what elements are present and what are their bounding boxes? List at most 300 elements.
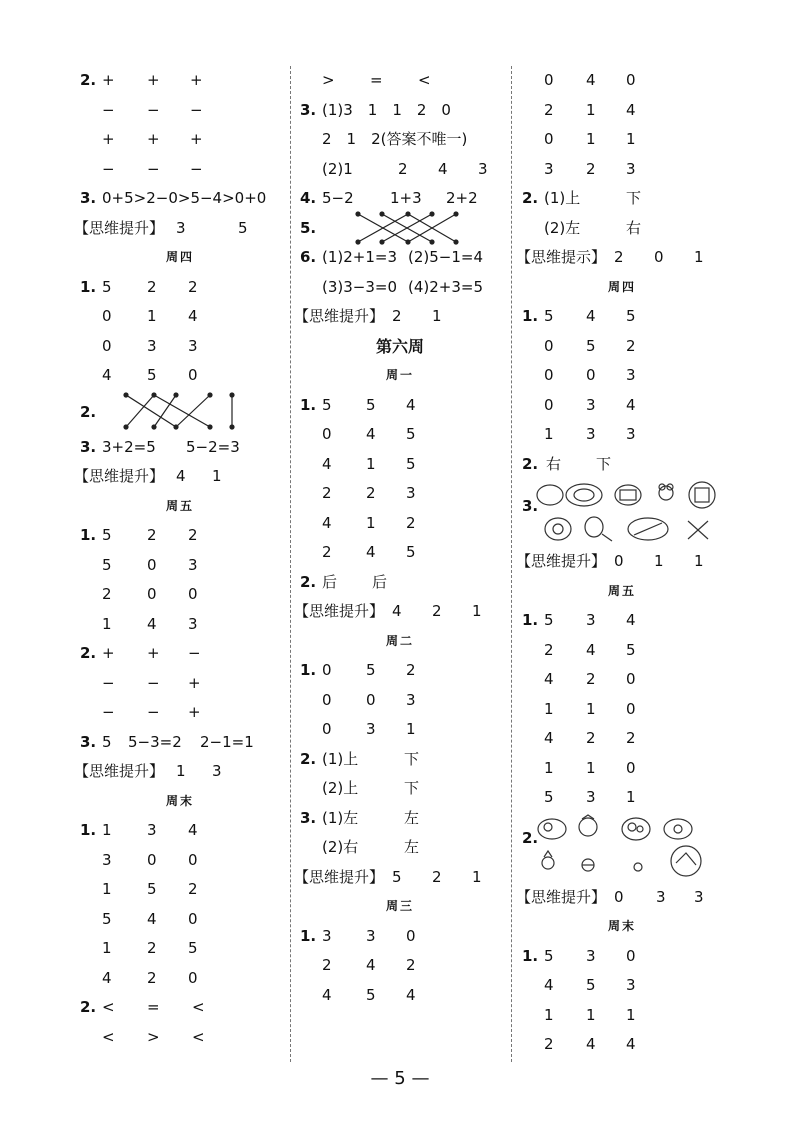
answer-value: 1 xyxy=(102,880,112,898)
answer-value: 3 xyxy=(694,887,704,906)
question-number: 2. xyxy=(300,572,317,591)
answer-value: 0 xyxy=(188,585,198,603)
answer-value: + xyxy=(102,644,115,662)
answer-value: 4 xyxy=(544,729,554,747)
answer-line xyxy=(522,971,722,1001)
answer-value: 0 xyxy=(147,585,157,603)
answer-value: 4 xyxy=(586,71,596,89)
day-heading: 周二 xyxy=(385,633,414,648)
answer-value: 下 xyxy=(404,779,420,797)
answer-value: 5 xyxy=(544,788,554,806)
answer-line xyxy=(80,184,280,214)
answer-line xyxy=(300,981,500,1011)
question-number: 2. xyxy=(300,749,317,768)
day-heading: 周五 xyxy=(607,583,636,598)
answer-line xyxy=(80,66,280,96)
answer-value: 后 xyxy=(372,572,388,591)
answer-value: 2 xyxy=(366,484,376,502)
answer-line xyxy=(516,883,722,913)
answer-value: 0 xyxy=(544,130,554,148)
answer-value: 0 xyxy=(322,425,332,443)
answer-value: 5 xyxy=(406,543,416,561)
answer-value: 5 xyxy=(544,946,554,965)
answer-value: 4 xyxy=(586,640,596,659)
answer-value: 0 xyxy=(654,248,664,266)
question-number: 4. xyxy=(300,189,317,207)
answer-value: 2 xyxy=(626,729,636,747)
answer-line xyxy=(522,724,722,754)
answer-value: 2 xyxy=(406,956,416,974)
answer-value: 3 xyxy=(188,336,198,355)
answer-value: − xyxy=(147,703,160,721)
answer-line xyxy=(80,580,280,610)
answer-value: 下 xyxy=(626,189,642,207)
answer-line xyxy=(80,875,280,905)
answer-value: (2)左 xyxy=(544,218,581,237)
answer-line xyxy=(522,420,722,450)
answer-line xyxy=(300,509,500,539)
answer-value: 4 xyxy=(406,395,416,414)
answer-line xyxy=(300,538,500,568)
answer-line xyxy=(522,361,722,391)
answer-line xyxy=(294,863,500,893)
answer-value: < xyxy=(192,998,205,1016)
answer-line xyxy=(522,606,722,636)
answer-value: 1 xyxy=(586,130,596,148)
question-number: 2. xyxy=(522,454,539,473)
answer-value: (1)2+1=3 xyxy=(322,248,398,266)
answer-value: 下 xyxy=(404,749,420,768)
answer-value: 4 xyxy=(626,611,636,629)
answer-value: − xyxy=(102,159,115,178)
answer-value: 1 xyxy=(472,602,482,620)
answer-column-1 xyxy=(74,66,280,1052)
answer-value: 4 xyxy=(366,956,376,974)
answer-value: 1 xyxy=(544,1005,554,1024)
question-number: 3. xyxy=(80,189,97,207)
answer-value: 3 xyxy=(626,976,636,994)
answer-value: 3+2=5 xyxy=(102,437,156,456)
answer-line xyxy=(80,905,280,935)
answer-line xyxy=(80,302,280,332)
answer-value: 1 xyxy=(626,130,636,148)
answer-value: 1 xyxy=(102,821,112,839)
answer-line xyxy=(522,96,722,126)
answer-value: 5−2=3 xyxy=(186,437,240,456)
answer-value: 4 xyxy=(188,307,198,325)
question-number: 1. xyxy=(80,821,97,839)
answer-value: 2+2 xyxy=(446,189,478,207)
answer-value: (2)上 xyxy=(322,779,359,797)
answer-value: 4 xyxy=(626,395,636,414)
answer-line xyxy=(300,656,500,686)
answer-value: (4)2+3=5 xyxy=(408,277,484,296)
question-number: 3. xyxy=(80,732,97,751)
answer-value: 1 xyxy=(626,1005,636,1024)
answer-value: 0 xyxy=(626,699,636,718)
answer-line xyxy=(522,450,722,480)
answer-value: 5 xyxy=(238,218,248,237)
answer-value: 2 xyxy=(188,526,198,544)
answer-value: 3 xyxy=(626,366,636,384)
answer-line xyxy=(80,669,280,699)
answer-value: 3 xyxy=(406,484,416,502)
thinking-tip xyxy=(74,214,164,244)
answer-line xyxy=(522,184,722,214)
answer-line xyxy=(522,754,722,784)
answer-line xyxy=(300,804,500,834)
answer-line xyxy=(294,302,500,332)
answer-line xyxy=(522,813,722,883)
thinking-tip xyxy=(516,883,606,913)
answer-value: 4 xyxy=(102,968,112,987)
answer-value: 1 xyxy=(694,248,704,266)
answer-line xyxy=(522,1001,722,1031)
answer-value: + xyxy=(190,71,203,89)
answer-value: 1+3 xyxy=(390,189,422,207)
answer-value: − xyxy=(102,100,115,119)
question-number: 3. xyxy=(300,100,317,119)
thinking-label: 【思维提示】 xyxy=(516,248,607,266)
thinking-tip xyxy=(74,462,164,492)
question-number: 5. xyxy=(300,218,317,237)
answer-line xyxy=(80,728,280,758)
answer-line xyxy=(300,420,500,450)
answer-value: 2−1=1 xyxy=(200,732,254,751)
answer-value: (3)3−3=0 xyxy=(322,277,398,296)
answer-line xyxy=(80,639,280,669)
question-number: 2. xyxy=(80,71,97,89)
answer-line xyxy=(300,125,500,155)
answer-value: 3 xyxy=(626,159,636,178)
answer-value: 1 xyxy=(102,614,112,633)
answer-value: 4 xyxy=(586,1035,596,1053)
answer-value: 2 xyxy=(406,513,416,532)
answer-value: 左 xyxy=(404,838,420,856)
answer-line xyxy=(516,243,722,273)
question-number: 2. xyxy=(80,402,97,421)
thinking-label: 【思维提升】 xyxy=(74,762,165,780)
answer-line xyxy=(80,610,280,640)
answer-value: 2 xyxy=(586,159,596,178)
answer-line xyxy=(80,551,280,581)
answer-value: 5 xyxy=(102,555,112,574)
answer-value: 4 xyxy=(147,614,157,633)
answer-value: 3 xyxy=(322,926,332,945)
answer-line xyxy=(80,332,280,362)
question-number: 1. xyxy=(80,526,97,544)
answer-value: 5 xyxy=(147,880,157,898)
answer-value: 4 xyxy=(626,1035,636,1053)
answer-value: 4 xyxy=(147,909,157,928)
answer-line xyxy=(300,833,500,863)
answer-value: 0 xyxy=(188,850,198,869)
thinking-tip xyxy=(74,757,164,787)
answer-value: 0 xyxy=(102,336,112,355)
answer-line xyxy=(80,816,280,846)
answer-value: 5 xyxy=(102,732,112,751)
answer-value: 0 xyxy=(626,71,636,89)
answer-value: 5 xyxy=(544,611,554,629)
answer-value: = xyxy=(370,71,383,89)
answer-line xyxy=(300,774,500,804)
answer-line xyxy=(522,155,722,185)
answer-value: 3 xyxy=(176,218,186,237)
answer-line xyxy=(300,568,500,598)
answer-value: 2 1 2(答案不唯一) xyxy=(322,130,468,148)
answer-value: 右 xyxy=(626,218,642,237)
answer-value: < xyxy=(192,1027,205,1046)
answer-line xyxy=(80,391,280,433)
answer-value: 3 xyxy=(586,788,596,806)
question-number: 1. xyxy=(300,926,317,945)
answer-value: 0 xyxy=(626,946,636,965)
answer-line xyxy=(80,1023,280,1053)
answer-value: 3 xyxy=(544,159,554,178)
answer-value: 0 xyxy=(102,307,112,325)
answer-value: 4 xyxy=(366,425,376,443)
answer-value: 5−2 xyxy=(322,189,354,207)
answer-line xyxy=(522,302,722,332)
answer-line xyxy=(300,686,500,716)
answer-line xyxy=(80,155,280,185)
answer-value: 5 xyxy=(102,909,112,928)
answer-value: 2 xyxy=(147,968,157,987)
thinking-tip xyxy=(294,597,384,627)
answer-value: 2 xyxy=(432,867,442,886)
answer-value: 4 xyxy=(322,513,332,532)
answer-value: 1 xyxy=(472,867,482,886)
answer-value: − xyxy=(147,100,160,119)
answer-value: 0 xyxy=(322,661,332,679)
answer-line xyxy=(300,66,500,96)
thinking-label: 【思维提升】 xyxy=(294,307,385,325)
answer-value: + xyxy=(190,130,203,148)
answer-value: 4 xyxy=(586,307,596,325)
question-number: 3. xyxy=(80,437,97,456)
answer-value: 1 xyxy=(544,699,554,718)
answer-column-3 xyxy=(516,66,722,1060)
answer-line xyxy=(74,214,280,244)
answer-line xyxy=(80,96,280,126)
answer-line xyxy=(80,273,280,303)
answer-line xyxy=(300,96,500,126)
answer-line xyxy=(522,783,722,813)
answer-value: (1)上 xyxy=(322,749,359,768)
answer-value: 0 xyxy=(188,968,198,987)
thinking-label: 【思维提升】 xyxy=(294,867,385,886)
answer-value: 1 xyxy=(544,425,554,443)
answer-value: 4 xyxy=(322,454,332,473)
answer-value: 4 xyxy=(322,985,332,1004)
answer-value: + xyxy=(147,130,160,148)
answer-value: 左 xyxy=(404,808,420,827)
answer-value: 3 xyxy=(147,821,157,839)
answer-line xyxy=(300,715,500,745)
answer-line xyxy=(300,391,500,421)
answer-line xyxy=(80,993,280,1023)
answer-value: < xyxy=(102,998,115,1016)
answer-value: 0 xyxy=(614,887,624,906)
answer-value: 3 xyxy=(478,159,488,178)
answer-value: 0 xyxy=(586,366,596,384)
answer-line xyxy=(74,757,280,787)
answer-value: 2 xyxy=(188,277,198,296)
answer-value: 3 xyxy=(188,614,198,633)
answer-value: 5 xyxy=(102,277,112,296)
answer-line xyxy=(300,745,500,775)
answer-value: (1)上 xyxy=(544,189,581,207)
answer-line xyxy=(522,479,722,547)
thinking-label: 【思维提升】 xyxy=(516,552,607,570)
question-number: 3. xyxy=(522,497,539,515)
answer-line xyxy=(522,665,722,695)
answer-value: 1 xyxy=(586,758,596,777)
answer-value: > xyxy=(147,1027,160,1046)
answer-value: 2 xyxy=(322,543,332,561)
answer-value: 4 xyxy=(626,100,636,119)
answer-value: − xyxy=(188,644,201,662)
answer-line xyxy=(522,214,722,244)
thinking-label: 【思维提升】 xyxy=(74,467,165,485)
answer-value: 1 xyxy=(544,758,554,777)
answer-value: 下 xyxy=(596,454,612,473)
answer-value: 3 xyxy=(212,762,222,780)
answer-value: < xyxy=(102,1027,115,1046)
answer-value: + xyxy=(188,703,201,721)
answer-line xyxy=(516,547,722,577)
answer-value: 4 xyxy=(176,467,186,485)
answer-value: = xyxy=(147,998,160,1016)
question-number: 3. xyxy=(300,808,317,827)
thinking-tip xyxy=(516,243,606,273)
answer-value: 4 xyxy=(406,985,416,1004)
answer-value: 5 xyxy=(188,939,198,957)
answer-value: > xyxy=(322,71,335,89)
answer-value: 1 xyxy=(406,720,416,738)
answer-line xyxy=(80,125,280,155)
answer-line xyxy=(300,155,500,185)
answer-value: 0 xyxy=(614,552,624,570)
answer-value: 5 xyxy=(586,336,596,355)
answer-value: 3 xyxy=(656,887,666,906)
answer-value: 3 xyxy=(366,926,376,945)
answer-value: 1 xyxy=(212,467,222,485)
answer-value: 0 xyxy=(544,71,554,89)
day-heading: 周三 xyxy=(385,899,414,913)
answer-line xyxy=(300,243,500,273)
answer-line xyxy=(522,332,722,362)
answer-value: + xyxy=(147,71,160,89)
answer-value: 2 xyxy=(406,661,416,679)
animal-matching-illustration xyxy=(536,813,722,883)
answer-value: 右 xyxy=(546,454,562,473)
answer-value: 0 xyxy=(322,720,332,738)
answer-value: (1)3 1 1 2 0 xyxy=(322,100,451,119)
answer-value: 0 xyxy=(188,909,198,928)
answer-value: 4 xyxy=(544,670,554,688)
answer-value: − xyxy=(147,159,160,178)
answer-value: 2 xyxy=(398,159,408,178)
answer-line xyxy=(522,1030,722,1060)
answer-value: 3 xyxy=(102,850,112,869)
answer-value: + xyxy=(102,71,115,89)
answer-line xyxy=(80,934,280,964)
answer-value: 2 xyxy=(544,640,554,659)
answer-value: 0 xyxy=(366,690,376,709)
answer-value: 0 xyxy=(147,555,157,574)
answer-line xyxy=(80,433,280,463)
answer-value: 5 xyxy=(392,867,402,886)
answer-value: 1 xyxy=(147,307,157,325)
answer-value: 4 xyxy=(102,366,112,384)
answer-value: 5 xyxy=(322,395,332,414)
answer-value: 2 xyxy=(544,1035,554,1053)
question-number: 1. xyxy=(522,946,539,965)
answer-value: 0 xyxy=(322,690,332,709)
answer-value: 5 xyxy=(406,425,416,443)
answer-value: 3 xyxy=(366,720,376,738)
answer-value: 5 xyxy=(102,526,112,544)
answer-value: 0 xyxy=(626,758,636,777)
thinking-label: 【思维提升】 xyxy=(516,887,607,906)
answer-line xyxy=(300,214,500,244)
answer-line xyxy=(80,846,280,876)
answer-value: 3 xyxy=(586,425,596,443)
answer-line xyxy=(300,273,500,303)
question-number: 2. xyxy=(522,189,539,207)
answer-line xyxy=(80,521,280,551)
answer-value: 0 xyxy=(544,395,554,414)
answer-value: 4 xyxy=(392,602,402,620)
answer-value: 2 xyxy=(102,585,112,603)
thinking-tip xyxy=(294,863,384,893)
answer-value: 0 xyxy=(188,366,198,384)
answer-value: 1 xyxy=(586,100,596,119)
question-number: 1. xyxy=(300,395,317,414)
crossing-lines-diagram xyxy=(352,210,462,248)
answer-value: 3 xyxy=(586,395,596,414)
answer-value: − xyxy=(102,703,115,721)
day-heading: 周末 xyxy=(165,793,194,808)
answer-value: (2)1 xyxy=(322,159,353,178)
answer-line xyxy=(80,698,280,728)
answer-value: 1 xyxy=(586,1005,596,1024)
answer-value: 0+5>2−0>5−4>0+0 xyxy=(102,189,267,207)
day-heading: 周末 xyxy=(607,919,636,933)
answer-line xyxy=(300,922,500,952)
answer-value: 1 xyxy=(366,454,376,473)
week-heading: 第六周 xyxy=(375,336,424,356)
answer-value: 2 xyxy=(147,277,157,296)
answer-value: 后 xyxy=(322,572,338,591)
answer-value: 4 xyxy=(438,159,448,178)
answer-line xyxy=(300,479,500,509)
answer-value: 0 xyxy=(544,336,554,355)
question-number: 1. xyxy=(300,661,317,679)
answer-value: 0 xyxy=(544,366,554,384)
answer-value: 5−3=2 xyxy=(128,732,182,751)
answer-line xyxy=(80,361,280,391)
answer-value: 5 xyxy=(626,307,636,325)
answer-line xyxy=(522,695,722,725)
answer-value: 1 xyxy=(654,552,664,570)
answer-value: 2 xyxy=(586,670,596,688)
question-number: 1. xyxy=(522,307,539,325)
question-number: 1. xyxy=(522,611,539,629)
answer-value: 1 xyxy=(176,762,186,780)
answer-value: 3 xyxy=(626,425,636,443)
